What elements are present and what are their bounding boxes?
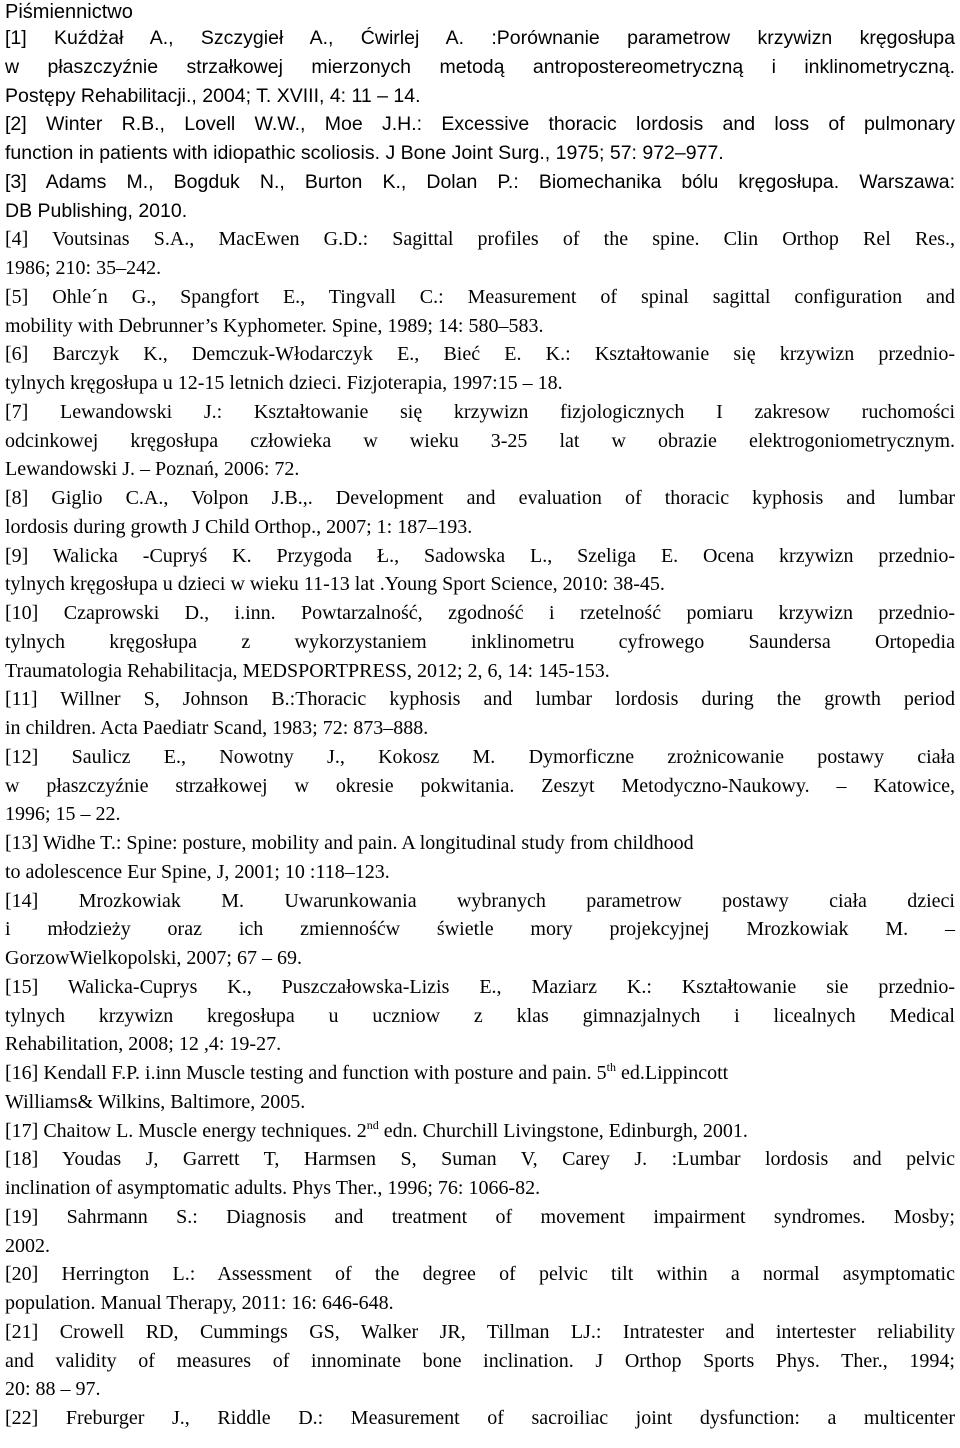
reference-item <box>5 1059 955 1117</box>
reference-line <box>5 24 955 53</box>
reference-item <box>5 484 955 542</box>
reference-line <box>5 628 955 657</box>
reference-line <box>5 829 955 858</box>
reference-line <box>5 225 955 254</box>
reference-text: Williams& Wilkins, Baltimore, 2005. <box>5 1090 306 1113</box>
reference-text-continued: ed.Lippincott <box>616 1062 729 1084</box>
reference-line <box>5 82 955 111</box>
reference-line <box>5 1117 955 1146</box>
reference-line <box>5 599 955 628</box>
reference-line <box>5 1174 955 1203</box>
reference-line <box>5 398 955 427</box>
reference-line <box>5 1002 955 1031</box>
reference-text: [5] Ohle´n G., Spangfort E., Tingvall C.: Measurement of spinal sagittal configuration and <box>5 285 955 308</box>
reference-text: tylnych kręgosłupa u 12-15 letnich dzieci. Fizjoterapia, 1997:15 – 18. <box>5 372 563 394</box>
reference-text: w płaszczyźnie strzałkowej mierzonych metodą antropostereometryczną i inklinometryczną. <box>5 55 955 78</box>
reference-line <box>5 340 955 369</box>
reference-text: Lewandowski J. – Poznań, 2006: 72. <box>5 458 300 481</box>
reference-line <box>5 570 955 599</box>
reference-text: in children. Acta Paediatr Scand, 1983; 72: 873–888. <box>5 717 429 739</box>
reference-item <box>5 1145 955 1203</box>
reference-text: [20] Herrington L.: Assessment of the degree of pelvic tilt within a normal asymptomatic <box>5 1263 955 1286</box>
reference-text: i młodzieży oraz ich zmiennośćw świetle mory projekcyjnej Mrozkowiak M. – <box>5 918 955 941</box>
reference-text: [12] Saulicz E., Nowotny J., Kokosz M. Dymorficzne zrożnicowanie postawy ciała <box>5 745 955 768</box>
reference-text: w płaszczyźnie strzałkowej w okresie pokwitania. Zeszyt Metodyczno-Naukowy. – Katowice, <box>5 774 955 797</box>
reference-line <box>5 657 955 686</box>
reference-item <box>5 283 955 341</box>
section-heading: Piśmiennictwo <box>5 1 133 23</box>
reference-line <box>5 283 955 312</box>
reference-item <box>5 599 955 685</box>
reference-text: [17] Chaitow L. Muscle energy techniques. 2 <box>5 1119 367 1142</box>
reference-text: and validity of measures of innominate bone inclination. J Orthop Sports Phys. Ther., 1994; <box>5 1349 955 1372</box>
reference-text: [18] Youdas J, Garrett T, Harmsen S, Suman V, Carey J. :Lumbar lordosis and pelvic <box>5 1148 955 1171</box>
reference-line <box>5 772 955 801</box>
reference-line <box>5 714 955 743</box>
reference-line <box>5 1145 955 1174</box>
reference-text: [9] Walicka -Cupryś K. Przygoda Ł., Sadowska L., Szeliga E. Ocena krzywizn przednio- <box>5 544 955 567</box>
reference-line <box>5 168 955 197</box>
reference-line <box>5 858 955 887</box>
reference-item <box>5 168 955 226</box>
reference-item <box>5 829 955 887</box>
reference-text: 1986; 210: 35–242. <box>5 257 162 279</box>
reference-text: [11] Willner S, Johnson B.:Thoracic kyphosis and lumbar lordosis during the growth period <box>5 688 955 711</box>
reference-line <box>5 1375 955 1404</box>
reference-line <box>5 1059 955 1088</box>
reference-text: [7] Lewandowski J.: Kształtowanie się krzywizn fizjologicznych I zakresow ruchomości <box>5 400 955 423</box>
reference-line <box>5 110 955 139</box>
reference-line <box>5 369 955 398</box>
reference-text: [2] Winter R.B., Lovell W.W., Moe J.H.: Excessive thoracic lordosis and loss of pulmonary <box>5 113 955 136</box>
reference-text: [21] Crowell RD, Cummings GS, Walker JR, Tillman LJ.: Intratester and intertester reliability <box>5 1320 955 1343</box>
reference-line <box>5 944 955 973</box>
reference-text: tylnych kręgosłupa u dzieci w wieku 11-13 lat .Young Sport Science, 2010: 38-45. <box>5 573 665 596</box>
reference-item <box>5 542 955 600</box>
reference-text: 20: 88 – 97. <box>5 1378 101 1401</box>
reference-item <box>5 110 955 168</box>
reference-text: 2002. <box>5 1234 50 1257</box>
reference-text: tylnych kręgosłupa z wykorzystaniem inklinometru cyfrowego Saundersa Ortopedia <box>5 630 955 653</box>
reference-item <box>5 340 955 398</box>
reference-line <box>5 197 955 226</box>
reference-line <box>5 973 955 1002</box>
reference-text: lordosis during growth J Child Orthop., 2007; 1: 187–193. <box>5 515 473 538</box>
reference-item <box>5 685 955 743</box>
reference-item <box>5 1203 955 1261</box>
reference-line <box>5 53 955 82</box>
reference-item <box>5 743 955 829</box>
reference-line <box>5 1318 955 1347</box>
reference-text: [14] Mrozkowiak M. Uwarunkowania wybranych parametrow postawy ciała dzieci <box>5 889 955 912</box>
reference-line <box>5 312 955 341</box>
page <box>5 0 955 1433</box>
reference-line <box>5 800 955 829</box>
reference-text: population. Manual Therapy, 2011: 16: 646-648. <box>5 1292 394 1314</box>
reference-text-continued: edn. Churchill Livingstone, Edinburgh, 2001. <box>378 1119 748 1142</box>
reference-line <box>5 685 955 714</box>
reference-text: [19] Sahrmann S.: Diagnosis and treatment of movement impairment syndromes. Mosby; <box>5 1205 955 1228</box>
reference-text: [16] Kendall F.P. i.inn Muscle testing and function with posture and pain. 5 <box>5 1062 607 1084</box>
reference-item <box>5 973 955 1059</box>
reference-text: to adolescence Eur Spine, J, 2001; 10 :118–123. <box>5 860 390 883</box>
reference-line <box>5 1203 955 1232</box>
reference-line <box>5 887 955 916</box>
reference-text: Rehabilitation, 2008; 12 ,4: 19-27. <box>5 1033 282 1056</box>
reference-line <box>5 427 955 456</box>
reference-text: GorzowWielkopolski, 2007; 67 – 69. <box>5 947 302 969</box>
reference-list <box>5 24 955 1433</box>
reference-line <box>5 1289 955 1318</box>
reference-text: [22] Freburger J., Riddle D.: Measurement of sacroiliac joint dysfunction: a multicenter <box>5 1407 955 1429</box>
reference-line <box>5 484 955 513</box>
reference-text: Postępy Rehabilitacji., 2004; T. XVIII, 4: 11 – 14. <box>5 84 421 107</box>
reference-text: mobility with Debrunner’s Kyphometer. Spine, 1989; 14: 580–583. <box>5 314 544 337</box>
reference-text: [4] Voutsinas S.A., MacEwen G.D.: Sagittal profiles of the spine. Clin Orthop Rel Res., <box>5 228 955 251</box>
reference-line <box>5 455 955 484</box>
reference-text: [13] Widhe T.: Spine: posture, mobility and pain. A longitudinal study from childhood <box>5 832 694 854</box>
reference-item <box>5 1404 955 1433</box>
reference-text: tylnych krzywizn kregosłupa u uczniow z klas gimnazjalnych i licealnych Medical <box>5 1004 955 1027</box>
superscript: nd <box>366 1117 379 1132</box>
reference-item <box>5 1260 955 1318</box>
reference-text: [6] Barczyk K., Demczuk-Włodarczyk E., Bieć E. K.: Kształtowanie się krzywizn przednio- <box>5 343 955 366</box>
reference-text: [1] Kuźdżał A., Szczygieł A., Ćwirlej A. :Porównanie parametrow krzywizn kręgosłupa <box>5 27 955 49</box>
reference-text: function in patients with idiopathic scoliosis. J Bone Joint Surg., 1975; 57: 972–977. <box>5 142 724 164</box>
reference-text: inclination of asymptomatic adults. Phys Ther., 1996; 76: 1066-82. <box>5 1177 541 1199</box>
reference-line <box>5 513 955 542</box>
reference-line <box>5 139 955 168</box>
reference-item <box>5 887 955 973</box>
reference-text: [15] Walicka-Cuprys K., Puszczałowska-Lizis E., Maziarz K.: Kształtowanie sie przednio- <box>5 975 955 998</box>
reference-line <box>5 542 955 571</box>
reference-item <box>5 1318 955 1404</box>
reference-item <box>5 24 955 110</box>
reference-line <box>5 254 955 283</box>
reference-text: DB Publishing, 2010. <box>5 199 188 222</box>
reference-line <box>5 1088 955 1117</box>
reference-text: odcinkowej kręgosłupa człowieka w wieku 3-25 lat w obrazie elektrogoniometrycznym. <box>5 429 955 452</box>
reference-line <box>5 1260 955 1289</box>
reference-line <box>5 1404 955 1433</box>
superscript: th <box>606 1060 616 1074</box>
reference-text: [3] Adams M., Bogduk N., Burton K., Dolan P.: Biomechanika bólu kręgosłupa. Warszawa: <box>5 170 955 193</box>
reference-item <box>5 225 955 283</box>
reference-text: [10] Czaprowski D., i.inn. Powtarzalność, zgodność i rzetelność pomiaru krzywizn przednio- <box>5 602 955 624</box>
reference-line <box>5 1232 955 1261</box>
reference-text: 1996; 15 – 22. <box>5 803 121 826</box>
reference-line <box>5 1030 955 1059</box>
reference-item <box>5 1117 955 1146</box>
reference-line <box>5 915 955 944</box>
reference-item <box>5 398 955 484</box>
reference-line <box>5 743 955 772</box>
reference-line <box>5 1347 955 1376</box>
reference-text: Traumatologia Rehabilitacja, MEDSPORTPRESS, 2012; 2, 6, 14: 145-153. <box>5 659 610 682</box>
reference-text: [8] Giglio C.A., Volpon J.B.,. Development and evaluation of thoracic kyphosis and lumbar <box>5 487 955 509</box>
